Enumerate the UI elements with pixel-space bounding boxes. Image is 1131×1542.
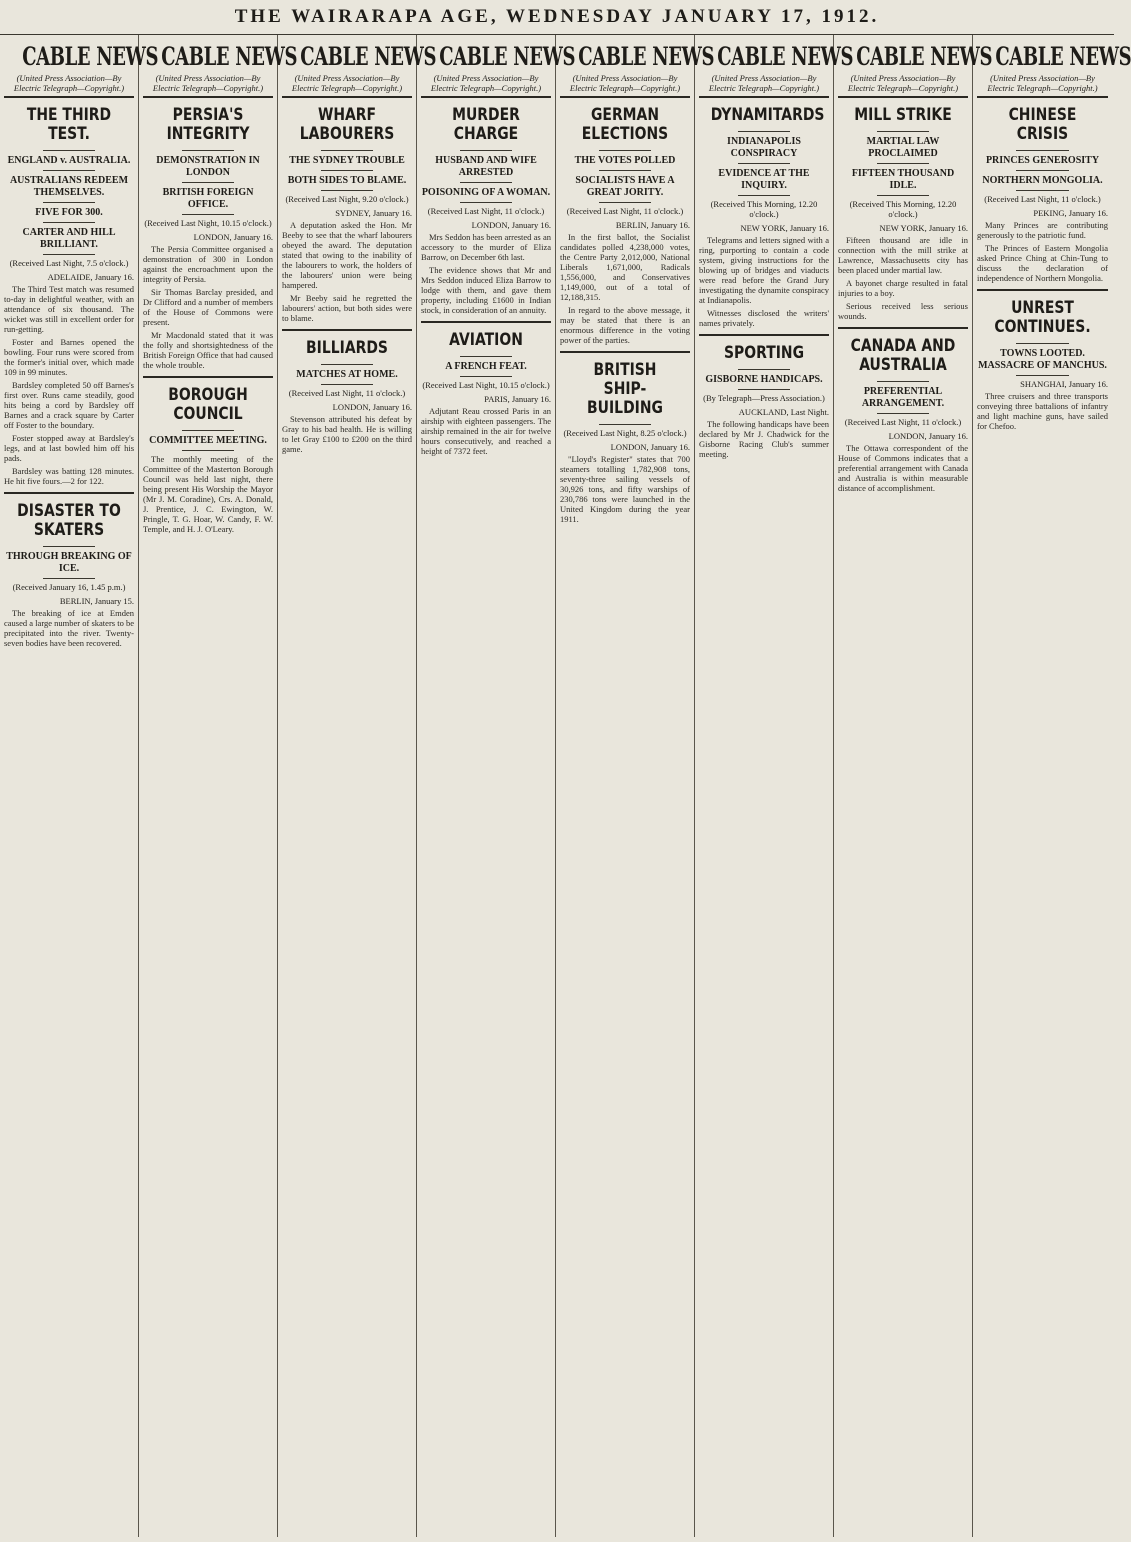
article-paragraph: Mr Macdonald stated that it was the folly and shortsightedness of the British Foreign Office that had caused the whole trouble. (143, 330, 273, 370)
article-paragraph: Mrs Seddon has been arrested as an accessory to the murder of Eliza Barrow, on December 6th last. (421, 232, 551, 262)
column-rule (1016, 190, 1068, 191)
article-paragraph: Many Princes are contributing generously to the patriotic fund. (977, 220, 1108, 240)
dateline: LONDON, January 16. (471, 220, 551, 230)
article-paragraph: Bardsley was batting 128 minutes. He hit five fours.—2 for 122. (4, 466, 134, 486)
column-rule (421, 321, 551, 323)
article-subhead: HUSBAND AND WIFE ARRESTED (435, 155, 537, 178)
column-rule (599, 170, 651, 171)
article-paragraph: The Third Test match was resumed to-day in delightful weather, with an attendance of six thousand. The wicket was still in excellent order for run-getting. (4, 284, 134, 334)
column-rule (877, 195, 929, 196)
press-credit: (United Press Association—By Electric Telegraph—Copyright.) (699, 73, 829, 98)
column-rule (43, 546, 95, 547)
dateline: NEW YORK, January 16. (879, 223, 968, 233)
article-headline: MILL STRIKE (854, 105, 952, 125)
dateline: ADELAIDE, January 16. (47, 272, 134, 282)
column-rule (460, 202, 512, 203)
news-column (556, 35, 715, 1537)
received-time: (Received Last Night, 11 o'clock.) (566, 206, 684, 216)
dateline: AUCKLAND, Last Night. (738, 407, 829, 417)
column-rule (321, 190, 373, 191)
section-banner: CABLE NEWS (578, 42, 715, 71)
article-paragraph: Witnesses disclosed the writers' names privately. (699, 308, 829, 328)
article-subhead: TOWNS LOOTED. MASSACRE OF MANCHUS. (978, 348, 1107, 371)
press-credit: (United Press Association—By Electric Telegraph—Copyright.) (977, 73, 1108, 98)
press-credit: (United Press Association—By Electric Telegraph—Copyright.) (282, 73, 412, 98)
article-paragraph: The Princes of Eastern Mongolia asked Prince Ching at Chin-Tung to discuss the declaration of independence of Northern Mongolia. (977, 243, 1108, 283)
dateline: BERLIN, January 16. (615, 220, 690, 230)
article-subhead: NORTHERN MONGOLIA. (982, 175, 1103, 186)
dateline: NEW YORK, January 16. (740, 223, 829, 233)
column-rule (838, 327, 968, 329)
dateline: SHANGHAI, January 16. (1020, 379, 1108, 389)
article-paragraph: A bayonet charge resulted in fatal injuries to a boy. (838, 278, 968, 298)
received-time: (Received January 16, 1.45 p.m.) (12, 582, 126, 592)
dateline: LONDON, January 16. (332, 402, 412, 412)
column-rule (738, 195, 790, 196)
column-rule (43, 170, 95, 171)
article-headline: SPORTING (723, 343, 805, 363)
article-paragraph: Foster stopped away at Bardsley's legs, and at last bowled him off his pads. (4, 433, 134, 463)
article-paragraph: Adjutant Reau crossed Paris in an airship with eighteen passengers. The airship remained in the air for twelve hours consecutively, and reached a height of 7372 feet. (421, 406, 551, 456)
article-headline: THE THIRD TEST. (26, 105, 112, 144)
article-paragraph: The monthly meeting of the Committee of the Masterton Borough Council was held last night, there being present His Worship the Mayor (Mr J. M. Coradine), Crs. A. Donald, J. Prentice, J. C. Ewington, W. Pringle, T. G. Hoar, W. Candy, F. W. Temple, and H. J. O'Leary. (143, 454, 273, 534)
column-rule (877, 381, 929, 382)
column-rule (43, 222, 95, 223)
article-headline: BOROUGH COUNCIL (168, 385, 248, 424)
article-paragraph: Three cruisers and three transports conveying three battalions of infantry and light machine guns, have sailed for Chefoo. (977, 391, 1108, 431)
article-paragraph: The Persia Committee organised a demonstration of 300 in London against the encroachment upon the integrity of Persia. (143, 244, 273, 284)
received-time: (Received Last Night, 11 o'clock.) (984, 194, 1101, 204)
article-subhead: POISONING OF A WOMAN. (421, 187, 551, 198)
article-paragraph: The evidence shows that Mr and Mrs Seddon induced Eliza Barrow to lodge with them, and gave them property, including £1600 in Indian stock, in consideration of an annuity. (421, 265, 551, 315)
article-subhead: CARTER AND HILL BRILLIANT. (22, 227, 116, 250)
dateline: SYDNEY, January 16. (335, 208, 412, 218)
article-subhead: SOCIALISTS HAVE A GREAT JORITY. (575, 175, 675, 198)
dateline: PEKING, January 16. (1033, 208, 1108, 218)
column-rule (977, 289, 1108, 291)
article-paragraph: Serious received less serious wounds. (838, 301, 968, 321)
dateline: BERLIN, January 15. (59, 596, 134, 606)
article-paragraph: Stevenson attributed his defeat by Gray to his bad health. He is willing to let Gray £100 to £200 on the third game. (282, 414, 412, 454)
column-rule (182, 182, 234, 183)
column-rule (699, 334, 829, 336)
column-rule (460, 356, 512, 357)
column-rule (43, 254, 95, 255)
article-subhead: THE SYDNEY TROUBLE (289, 155, 405, 166)
press-credit: (United Press Association—By Electric Telegraph—Copyright.) (4, 73, 134, 98)
section-banner: CABLE NEWS (717, 42, 854, 71)
column-rule (460, 376, 512, 377)
news-column (0, 35, 159, 1537)
news-column (973, 35, 1131, 1537)
dateline: PARIS, January 16. (484, 394, 551, 404)
dateline: LONDON, January 16. (888, 431, 968, 441)
column-rule (321, 384, 373, 385)
article-subhead: GISBORNE HANDICAPS. (705, 374, 823, 385)
article-headline: UNREST CONTINUES. (994, 298, 1091, 337)
column-rule (1016, 343, 1068, 344)
column-rule (43, 150, 95, 151)
article-subhead: COMMITTEE MEETING. (149, 435, 267, 446)
article-headline: AVIATION (449, 330, 523, 350)
article-subhead: BRITISH FOREIGN OFFICE. (162, 187, 254, 210)
section-banner: CABLE NEWS (22, 42, 159, 71)
received-time: (Received This Morning, 12.20 o'clock.) (710, 199, 818, 219)
article-subhead: AUSTRALIANS REDEEM THEMSELVES. (9, 175, 129, 198)
received-time: (Received Last Night, 7.5 o'clock.) (9, 258, 129, 268)
column-rule (738, 389, 790, 390)
section-banner: CABLE NEWS (300, 42, 437, 71)
article-headline: DYNAMITARDS (710, 105, 825, 125)
column-rule (321, 364, 373, 365)
article-headline: PERSIA'S INTEGRITY (166, 105, 250, 144)
received-time: (By Telegraph—Press Association.) (703, 393, 825, 403)
dateline: LONDON, January 16. (193, 232, 273, 242)
column-rule (738, 131, 790, 132)
column-rule (143, 376, 273, 378)
news-column (695, 35, 854, 1537)
received-time: (Received Last Night, 11 o'clock.) (844, 417, 962, 427)
section-banner: CABLE NEWS (161, 42, 298, 71)
article-paragraph: Mr Beeby said he regretted the labourers' action, but both sides were to blame. (282, 293, 412, 323)
received-time: (Received Last Night, 11 o'clock.) (288, 388, 406, 398)
article-subhead: THROUGH BREAKING OF ICE. (6, 551, 132, 574)
column-rule (1016, 170, 1068, 171)
column-rule (182, 150, 234, 151)
article-headline: GERMAN ELECTIONS (581, 105, 669, 144)
news-column (278, 35, 437, 1537)
article-paragraph: The Ottawa correspondent of the House of Commons indicates that a preferential arrangement with Canada and Australia is within measurable distance of accomplishment. (838, 443, 968, 493)
received-time: (Received Last Night, 11 o'clock.) (427, 206, 545, 216)
article-subhead: INDIANAPOLIS CONSPIRACY (727, 136, 801, 159)
column-rule (4, 492, 134, 494)
article-subhead: PREFERENTIAL ARRANGEMENT. (861, 386, 945, 409)
column-rule (182, 214, 234, 215)
article-headline: WHARF LABOURERS (299, 105, 395, 144)
article-subhead: MARTIAL LAW PROCLAIMED (866, 136, 940, 159)
article-paragraph: The breaking of ice at Emden caused a large number of skaters to be precipitated into the river. Twenty-seven bodies have been recovered. (4, 608, 134, 648)
column-rule (43, 202, 95, 203)
article-paragraph: Fifteen thousand are idle in connection with the mill strike at Lawrence, Massachusetts city has been placed under martial law. (838, 235, 968, 275)
article-paragraph: Foster and Barnes opened the bowling. Four runs were scored from the former's initial over, which made 109 in 99 minutes. (4, 337, 134, 377)
news-column (834, 35, 993, 1537)
column-rule (877, 131, 929, 132)
received-time: (Received Last Night, 9.20 o'clock.) (285, 194, 409, 204)
press-credit: (United Press Association—By Electric Telegraph—Copyright.) (838, 73, 968, 98)
article-subhead: PRINCES GENEROSITY (985, 155, 1100, 166)
received-time: (Received Last Night, 10.15 o'clock.) (144, 218, 272, 228)
column-rule (877, 163, 929, 164)
received-time: (Received Last Night, 10.15 o'clock.) (422, 380, 550, 390)
news-column (139, 35, 298, 1537)
column-rule (599, 202, 651, 203)
article-headline: BRITISH SHIP-BUILDING (587, 360, 663, 418)
masthead: THE WAIRARAPA AGE, WEDNESDAY JANUARY 17, 1912. (0, 0, 1114, 35)
article-subhead: THE VOTES POLLED (574, 155, 676, 166)
article-paragraph: "Lloyd's Register" states that 700 steamers totalling 1,782,908 tons, seventy-three sailing vessels of 30,926 tons, and fifty warships of 230,786 tons were launched in the United Kingdom during the year 1911. (560, 454, 690, 524)
column-rule (738, 163, 790, 164)
news-column (417, 35, 576, 1537)
column-rule (1016, 375, 1068, 376)
column-rule (460, 182, 512, 183)
section-banner: CABLE NEWS (995, 42, 1131, 71)
dateline: LONDON, January 16. (610, 442, 690, 452)
page-columns (0, 35, 1131, 1537)
article-headline: CHINESE CRISIS (1008, 105, 1077, 144)
article-paragraph: Bardsley completed 50 off Barnes's first over. Runs came steadily, good hits being a cord by Bardsley off Barnes and a crack square by Carter off Foster to the boundary. (4, 380, 134, 430)
press-credit: (United Press Association—By Electric Telegraph—Copyright.) (560, 73, 690, 98)
press-credit: (United Press Association—By Electric Telegraph—Copyright.) (143, 73, 273, 98)
article-paragraph: In regard to the above message, it may be stated that there is an enormous difference in the voting power of the parties. (560, 305, 690, 345)
column-rule (282, 329, 412, 331)
article-subhead: ENGLAND v. AUSTRALIA. (7, 155, 131, 166)
article-headline: CANADA AND AUSTRALIA (850, 336, 956, 375)
column-rule (1016, 150, 1068, 151)
article-paragraph: In the first ballot, the Socialist candidates polled 4,238,000 votes, the Centre Party 2,012,000, National Liberals 1,671,000, Radicals 1,556,000, and Conservatives 1,149,000, out of a total of 12,188,315. (560, 232, 690, 302)
column-rule (321, 150, 373, 151)
article-subhead: DEMONSTRATION IN LONDON (156, 155, 260, 178)
column-rule (43, 578, 95, 579)
column-rule (560, 351, 690, 353)
column-rule (877, 413, 929, 414)
article-subhead: MATCHES AT HOME. (296, 369, 398, 380)
section-banner: CABLE NEWS (439, 42, 576, 71)
column-rule (460, 150, 512, 151)
article-paragraph: A deputation asked the Hon. Mr Beeby to see that the wharf labourers obeyed the award. The deputation stated that owing to the inability of the labourers to work, the holders of the labourers' union were being hampered. (282, 220, 412, 290)
article-subhead: BOTH SIDES TO BLAME. (287, 175, 407, 186)
received-time: (Received Last Night, 8.25 o'clock.) (563, 428, 687, 438)
column-rule (599, 424, 651, 425)
article-headline: MURDER CHARGE (452, 105, 520, 144)
article-subhead: FIFTEEN THOUSAND IDLE. (851, 168, 955, 191)
article-paragraph: Sir Thomas Barclay presided, and Dr Clifford and a number of members of the House of Commons were present. (143, 287, 273, 327)
article-subhead: FIVE FOR 300. (35, 207, 103, 218)
section-banner: CABLE NEWS (856, 42, 993, 71)
column-rule (182, 450, 234, 451)
column-rule (599, 150, 651, 151)
article-subhead: EVIDENCE AT THE INQUIRY. (718, 168, 810, 191)
received-time: (Received This Morning, 12.20 o'clock.) (849, 199, 957, 219)
press-credit: (United Press Association—By Electric Telegraph—Copyright.) (421, 73, 551, 98)
column-rule (738, 369, 790, 370)
article-headline: DISASTER TO SKATERS (17, 501, 121, 540)
article-paragraph: Telegrams and letters signed with a ring, purporting to contain a code system, giving instructions for the blowing up of bridges and viaducts were read before the Grand Jury investigating the dynamite conspiracy at Indianapolis. (699, 235, 829, 305)
article-headline: BILLIARDS (306, 338, 388, 358)
column-rule (182, 430, 234, 431)
article-paragraph: The following handicaps have been declared by Mr J. Chadwick for the Gisborne Racing Club's summer meeting. (699, 419, 829, 459)
column-rule (321, 170, 373, 171)
article-subhead: A FRENCH FEAT. (445, 361, 527, 372)
